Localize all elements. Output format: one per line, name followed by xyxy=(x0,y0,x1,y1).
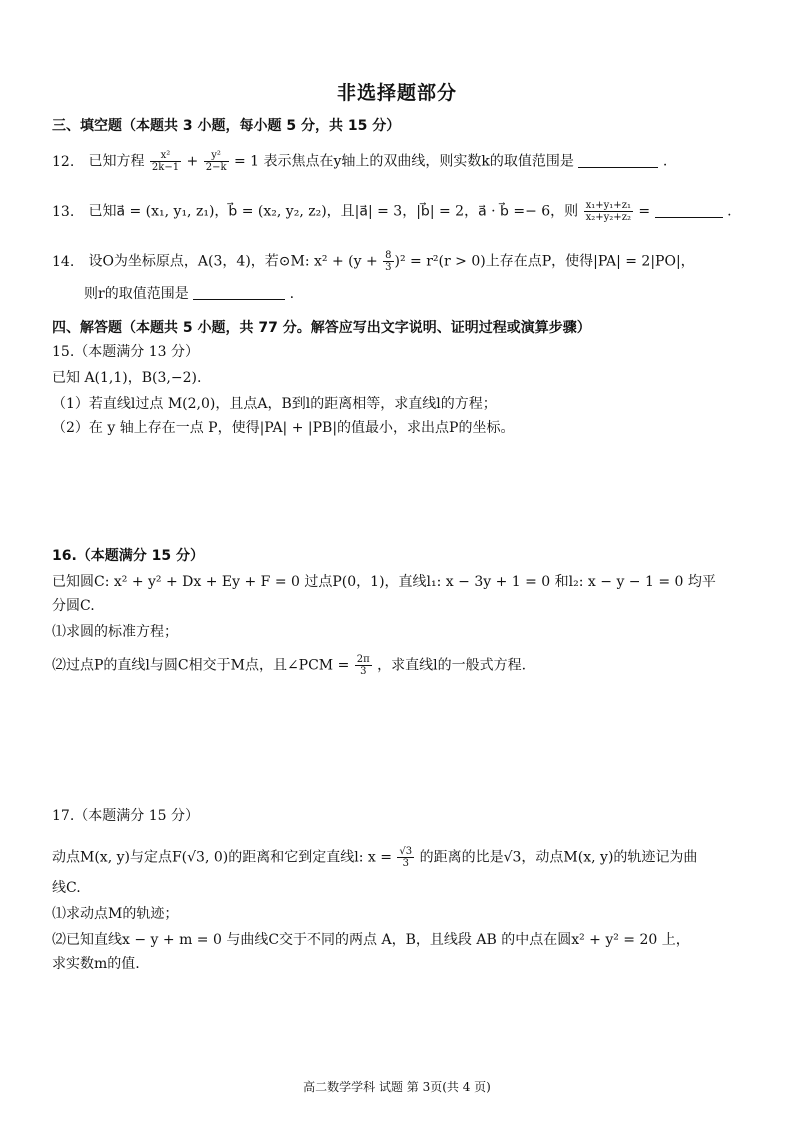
q14-text: 设O为坐标原点，A(3，4)，若⊙M: x² + (y + xyxy=(88,253,383,270)
q17-line-frac: $\frac{√3}{3}$ xyxy=(399,846,413,869)
q13-frac: $\frac{\text{x₁+y₁+z₁}}{\text{x₂+y₂+z₂}}$ xyxy=(585,200,631,223)
q16-line1: 已知圆C: x² + y² + Dx + Ey + F = 0 过点P(0，1)，直线l₁: x − 3y + 1 = 0 和l₂: x − y − 1 = 0 均平 xyxy=(52,574,716,590)
q16-header: 16.（本题满分 15 分） xyxy=(52,548,205,564)
q17-part1: ⑴求动点M的轨迹； xyxy=(52,906,179,922)
q13-text: 已知a⃗ = (x₁, y₁, z₁)，b⃗ = (x₂, y₂, z₂)，且|a⃗| = 3，|b⃗| = 2，a⃗ · b⃗ =− 6，则 xyxy=(88,203,579,220)
q16-line2: 分圆C. xyxy=(52,598,95,614)
q17-line2: 线C. xyxy=(52,880,81,896)
q14-number: 14. xyxy=(52,253,75,270)
q17-part2: ⑵已知直线x − y + m = 0 与曲线C交于不同的两点 A，B，且线段 AB 的中点在圆x² + y² = 20 上， xyxy=(52,932,690,948)
q17-header: 17.（本题满分 15 分） xyxy=(52,808,199,824)
question-13: 13. 已知a⃗ = (x₁, y₁, z₁)，b⃗ = (x₂, y₂, z₂)，且|a⃗| = 3，|b⃗| = 2，a⃗ · b⃗ =− 6，则 $\frac{\text{x₁+y₁+z₁}}{\text{x₂+y₂+z₂}}$ = . xyxy=(52,200,732,223)
q16-part1: ⑴求圆的标准方程； xyxy=(52,624,178,640)
q15-part1: （1）若直线l过点 M(2,0)，且点A，B到l的距离相等，求直线l的方程； xyxy=(52,396,497,412)
q17-part2-cont: 求实数m的值. xyxy=(52,956,140,972)
q15-given: 已知 A(1,1)，B(3,−2). xyxy=(52,370,202,386)
q12-pre: 已知方程 xyxy=(88,153,145,170)
q15-part2: （2）在 y 轴上存在一点 P，使得|PA| + |PB|的值最小，求出点P的坐标。 xyxy=(52,420,515,436)
q16-part2: ⑵过点P的直线l与圆C相交于M点，且∠PCM = $\frac{2\pi}{3}$ ，求直线l的一般式方程. xyxy=(52,654,527,677)
q16-angle-frac: $\frac{2\pi}{3}$ xyxy=(356,654,370,677)
q12-number: 12. xyxy=(52,153,75,170)
question-14-line2: 则r的取值范围是 . xyxy=(84,286,295,302)
section4-heading: 四、解答题（本题共 5 小题，共 77 分。解答应写出文字说明、证明过程或演算步骤） xyxy=(52,320,591,336)
section3-heading: 三、填空题（本题共 3 小题，每小题 5 分，共 15 分） xyxy=(52,118,401,134)
q14-text2: )² = r²(r > 0)上存在点P，使得|PA| = 2|PO|， xyxy=(394,253,695,270)
q13-number: 13. xyxy=(52,203,75,220)
page-footer: 高二数学学科 试题 第 3页(共 4 页) xyxy=(303,1080,491,1094)
question-14 xyxy=(52,250,695,273)
q12-frac2: $\frac{\text{y²}}{2-k}$ xyxy=(205,150,227,173)
q14-frac: $\frac{8}{3}$ xyxy=(385,250,392,273)
q12-answer-blank[interactable] xyxy=(578,153,658,168)
question-12: 12. 已知方程 $\frac{\text{x²}}{2k-1}$ + $\frac{\text{y²}}{2-k}$ = 1 表示焦点在y轴上的双曲线，则实数k的取值范围是 . xyxy=(52,150,668,173)
q17-line1: 动点M(x, y)与定点F(√3, 0)的距离和它到定直线l: x = $\frac{√3}{3}$ 的距离的比是√3，动点M(x, y)的轨迹记为曲 xyxy=(52,846,698,869)
q15-header: 15.（本题满分 13 分） xyxy=(52,344,199,360)
q12-frac1: $\frac{\text{x²}}{2k-1}$ xyxy=(151,150,180,173)
q14-answer-blank[interactable] xyxy=(193,285,285,300)
page-title: 非选择题部分 xyxy=(336,82,457,104)
q13-answer-blank[interactable] xyxy=(655,203,723,218)
q12-post: = 1 表示焦点在y轴上的双曲线，则实数k的取值范围是 xyxy=(233,153,574,170)
